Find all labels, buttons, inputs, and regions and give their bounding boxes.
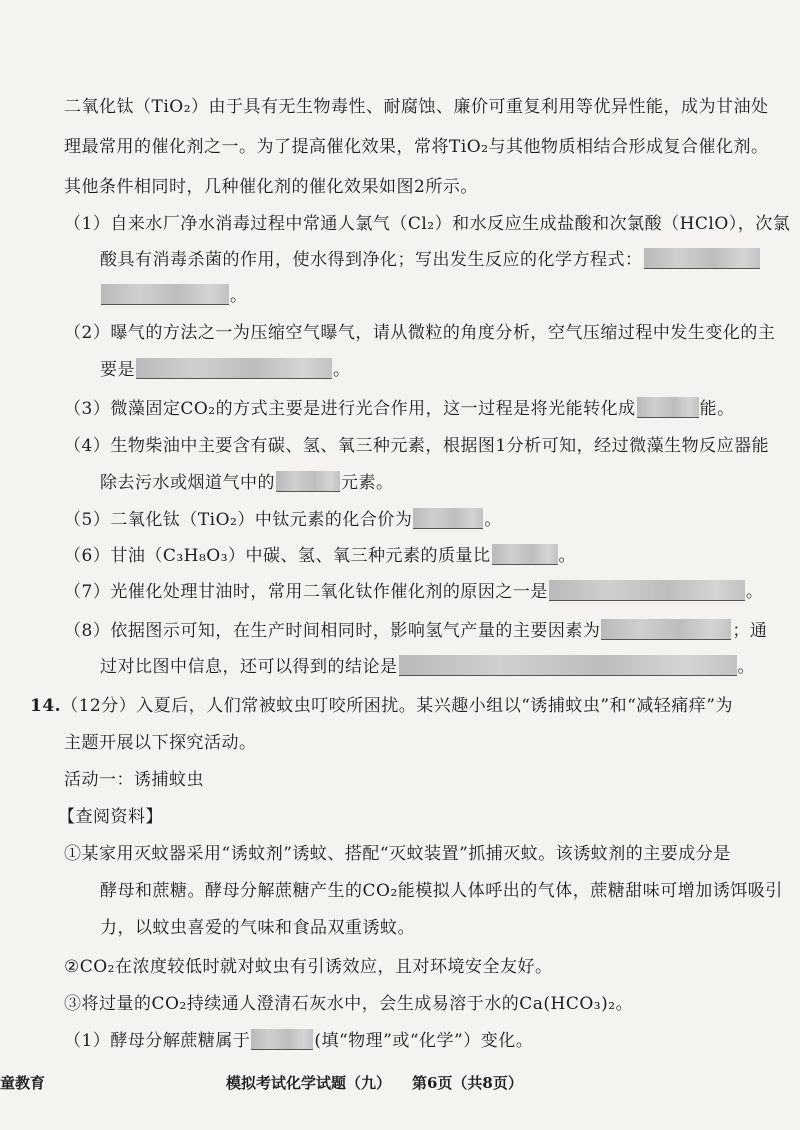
intro-line-3: 其他条件相同时，几种催化剂的催化效果如图2所示。 — [64, 177, 478, 197]
q1-end: 。 — [230, 286, 248, 306]
q14-line-1 — [30, 694, 733, 718]
q2-end: 。 — [333, 360, 351, 380]
q6-prompt: （6）甘油（C₃H₈O₃）中碳、氢、氧三种元素的质量比 — [64, 546, 491, 566]
q2-line-1: （2）曝气的方法之一为压缩空气曝气，请从微粒的角度分析，空气压缩过程中发生变化的主 — [64, 323, 776, 343]
q14-sub-1-end: (填“物理”或“化学”）变化。 — [314, 1031, 534, 1051]
ref-1-line-3: 力，以蚊虫喜爱的气味和食品双重诱蚊。 — [100, 918, 415, 938]
ref-1-line-2: 酵母和蔗糖。酵母分解蔗糖产生的CO₂能模拟人体呼出的气体，蔗糖甜味可增加诱饵吸引 — [100, 881, 783, 901]
q5-answer-blank[interactable] — [413, 508, 483, 529]
q1-line-3 — [100, 284, 248, 308]
q2-answer-blank[interactable] — [136, 358, 332, 379]
q4-line-2 — [100, 471, 394, 495]
q1-line-1: （1）自来水厂净水消毒过程中常通人氯气（Cl₂）和水反应生成盐酸和次氯酸（HClO），次氯 — [64, 214, 791, 234]
footer-title: 模拟考试化学试题（九） — [226, 1074, 392, 1092]
q1-answer-blank-a[interactable] — [644, 248, 760, 269]
q2-prompt: 要是 — [100, 360, 135, 380]
q4-end: 元素。 — [341, 473, 394, 493]
q1-line-2 — [100, 248, 761, 272]
q8-prompt: （8）依据图示可知，在生产时间相同时，影响氢气产量的主要因素为 — [64, 621, 601, 641]
q3-line — [64, 397, 735, 421]
q1-prompt: 酸具有消毒杀菌的作用，使水得到净化；写出发生反应的化学方程式： — [100, 250, 643, 270]
q3-answer-blank[interactable] — [637, 397, 699, 418]
q8-prompt-2: 过对比图中信息，还可以得到的结论是 — [100, 657, 398, 677]
q4-line-1: （4）生物柴油中主要含有碳、氢、氧三种元素，根据图1分析可知，经过微藻生物反应器能 — [64, 436, 770, 456]
q3-end: 能。 — [699, 399, 735, 419]
intro-line-1: 二氧化钛（TiO₂）由于具有无生物毒性、耐腐蚀、廉价可重复利用等优异性能，成为甘油处 — [64, 97, 769, 117]
footer-left: 童教育 — [0, 1074, 46, 1092]
activity-one-heading: 活动一：诱捕蚊虫 — [64, 770, 204, 790]
q8-answer-blank-a[interactable] — [601, 619, 731, 640]
q14-intro: （12分）入夏后，人们常被蚊虫叮咬所困扰。某兴趣小组以“诱捕蚊虫”和“减轻痛痒”为 — [61, 696, 733, 716]
q14-sub-1-prompt: （1）酵母分解蔗糖属于 — [64, 1031, 251, 1051]
q4-prompt: 除去污水或烟道气中的 — [100, 473, 275, 493]
q7-line — [64, 580, 763, 604]
q7-end: 。 — [745, 582, 764, 602]
ref-2: ②CO₂在浓度较低时就对蚊虫有引诱效应，且对环境安全友好。 — [64, 957, 553, 977]
q8-line-2 — [100, 655, 755, 679]
intro-line-2: 理最常用的催化剂之一。为了提高催化效果，常将TiO₂与其他物质相结合形成复合催化剂。 — [64, 137, 769, 157]
reference-heading: 【查阅资料】 — [58, 807, 163, 827]
q5-prompt: （5）二氧化钛（TiO₂）中钛元素的化合价为 — [64, 510, 413, 530]
q6-end: 。 — [558, 546, 577, 566]
q4-answer-blank[interactable] — [276, 471, 340, 492]
q14-sub-1-answer-blank[interactable] — [251, 1029, 313, 1050]
q7-answer-blank[interactable] — [549, 580, 745, 601]
q2-line-2 — [100, 358, 351, 382]
q6-line — [64, 544, 576, 568]
q5-end: 。 — [484, 510, 502, 530]
q5-line — [64, 508, 502, 532]
q14-line-2: 主题开展以下探究活动。 — [64, 733, 257, 753]
footer-page: 第6页（共8页） — [412, 1074, 523, 1092]
q8-mid: ；通 — [732, 621, 768, 641]
q1-answer-blank-b[interactable] — [101, 284, 229, 305]
q8-answer-blank-b[interactable] — [399, 655, 737, 676]
q14-number: 14. — [30, 696, 62, 716]
ref-1-line-1: ①某家用灭蚊器采用“诱蚊剂”诱蚊、搭配“灭蚊装置”抓捕灭蚊。该诱蚊剂的主要成分是 — [64, 844, 731, 864]
q6-answer-blank[interactable] — [492, 544, 558, 565]
q14-sub-1 — [64, 1029, 533, 1053]
q8-end: 。 — [737, 657, 755, 677]
q8-line-1 — [64, 619, 767, 643]
q7-prompt: （7）光催化处理甘油时，常用二氧化钛作催化剂的原因之一是 — [64, 582, 548, 602]
q3-prompt: （3）微藻固定CO₂的方式主要是进行光合作用，这一过程是将光能转化成 — [64, 399, 636, 419]
ref-3: ③将过量的CO₂持续通人澄清石灰水中，会生成易溶于水的Ca(HCO₃)₂。 — [64, 994, 634, 1014]
